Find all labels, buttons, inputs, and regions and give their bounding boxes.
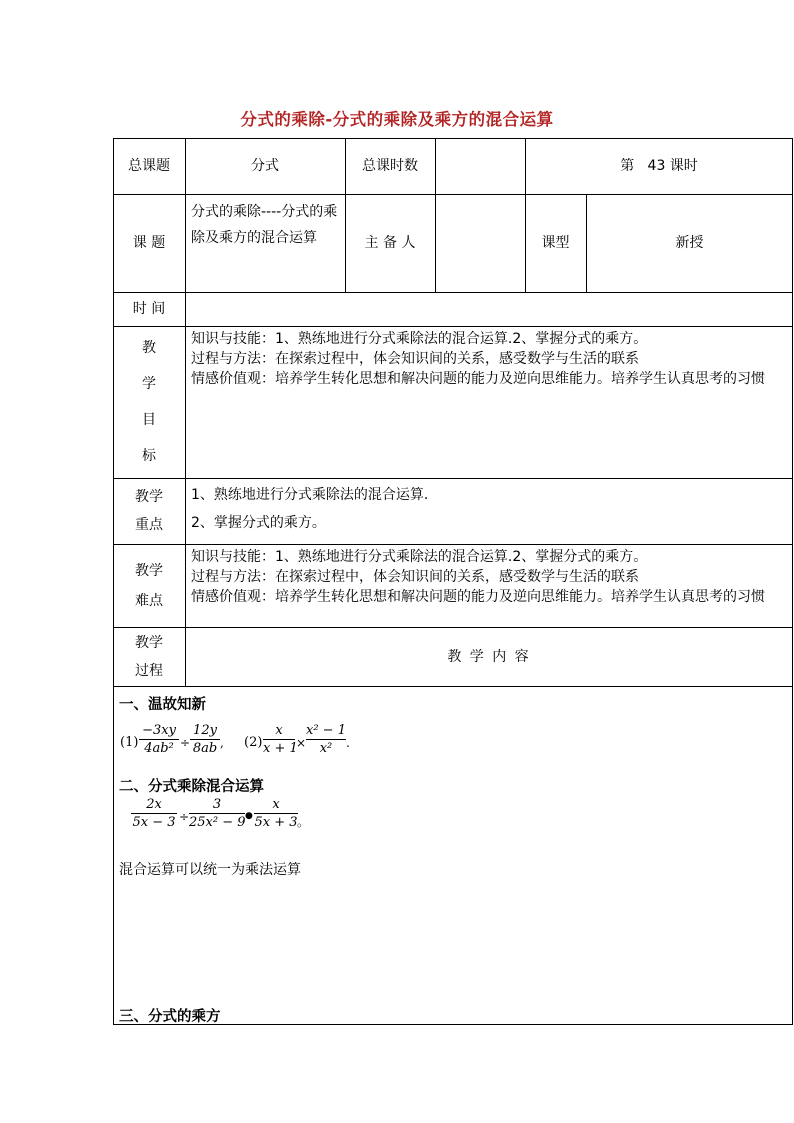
ex1-fraction-1: −3xy 4ab²	[139, 723, 179, 756]
key-points-text: 1、熟练地进行分式乘除法的混合运算. 2、掌握分式的乘方。	[191, 487, 429, 531]
topic-value: 分式	[251, 158, 279, 174]
label-time: 时 间	[132, 301, 166, 317]
label-difficulties: 教学 难点	[135, 562, 163, 609]
label-objectives: 教 学 目 标	[142, 340, 156, 464]
preparer-value	[435, 194, 525, 292]
s2-fraction-2: 3 25x² − 9	[189, 797, 246, 830]
page-title: 分式的乘除-分式的乘除及乘方的混合运算	[240, 110, 554, 129]
ex1-end: ,	[220, 736, 224, 750]
lesson-info-table	[113, 138, 793, 687]
label-lesson: 课 题	[132, 235, 166, 251]
difficulties-text: 知识与技能：1、熟练地进行分式乘除法的混合运算.2、掌握分式的乘方。 过程与方法：在探索过程中，体会知识间的关系，感受数学与生活的联系 情感价值观：培养学生转化思想和解决问题的能力及逆向思维能力。培养学生认真思考的习惯	[191, 549, 765, 605]
section2-heading: 二、分式乘除混合运算	[119, 779, 264, 795]
label-type: 课型	[541, 235, 570, 251]
ex2-end: .	[346, 736, 350, 750]
label-process: 教学 过程	[135, 634, 163, 679]
total-hours-value	[435, 138, 525, 194]
label-preparer: 主 备 人	[364, 235, 416, 251]
section3-heading: 三、分式的乘方	[119, 1009, 221, 1025]
lesson-value: 分式的乘除----分式的乘除及乘方的混合运算	[191, 204, 338, 246]
section1-heading: 一、温故知新	[119, 697, 206, 713]
ex1-fraction-2: 12y 8ab	[190, 723, 220, 756]
s2-divide-op: ÷	[179, 810, 190, 824]
period-value: 第 43 课时	[620, 158, 698, 174]
time-value	[185, 292, 793, 326]
label-topic: 总课题	[128, 158, 170, 174]
s2-note: 混合运算可以统一为乘法运算	[119, 862, 301, 878]
ex2-fraction-2: x² − 1 x²	[306, 723, 346, 756]
s2-fraction-3: x 5x + 3	[254, 797, 298, 830]
ex1-divide-op: ÷	[180, 736, 191, 750]
ex2-label: (2)	[244, 735, 263, 750]
label-total-hours: 总课时数	[362, 158, 418, 174]
type-value: 新授	[675, 235, 704, 251]
s2-dot-op: ●	[245, 811, 253, 821]
s2-end: 。	[297, 815, 310, 829]
s2-fraction-1: 2x 5x − 3	[132, 797, 176, 830]
ex2-times-op: ×	[296, 736, 307, 750]
label-key-points: 教学 重点	[135, 489, 163, 533]
ex1-label: (1)	[120, 735, 139, 750]
process-header: 教 学 内 容	[447, 648, 531, 665]
objectives-text: 知识与技能：1、熟练地进行分式乘除法的混合运算.2、掌握分式的乘方。 过程与方法：在探索过程中，体会知识间的关系，感受数学与生活的联系 情感价值观：培养学生转化思想和解决问题的能力及逆向思维能力。培养学生认真思考的习惯	[191, 331, 765, 387]
ex2-fraction-1: x x + 1	[263, 723, 298, 756]
